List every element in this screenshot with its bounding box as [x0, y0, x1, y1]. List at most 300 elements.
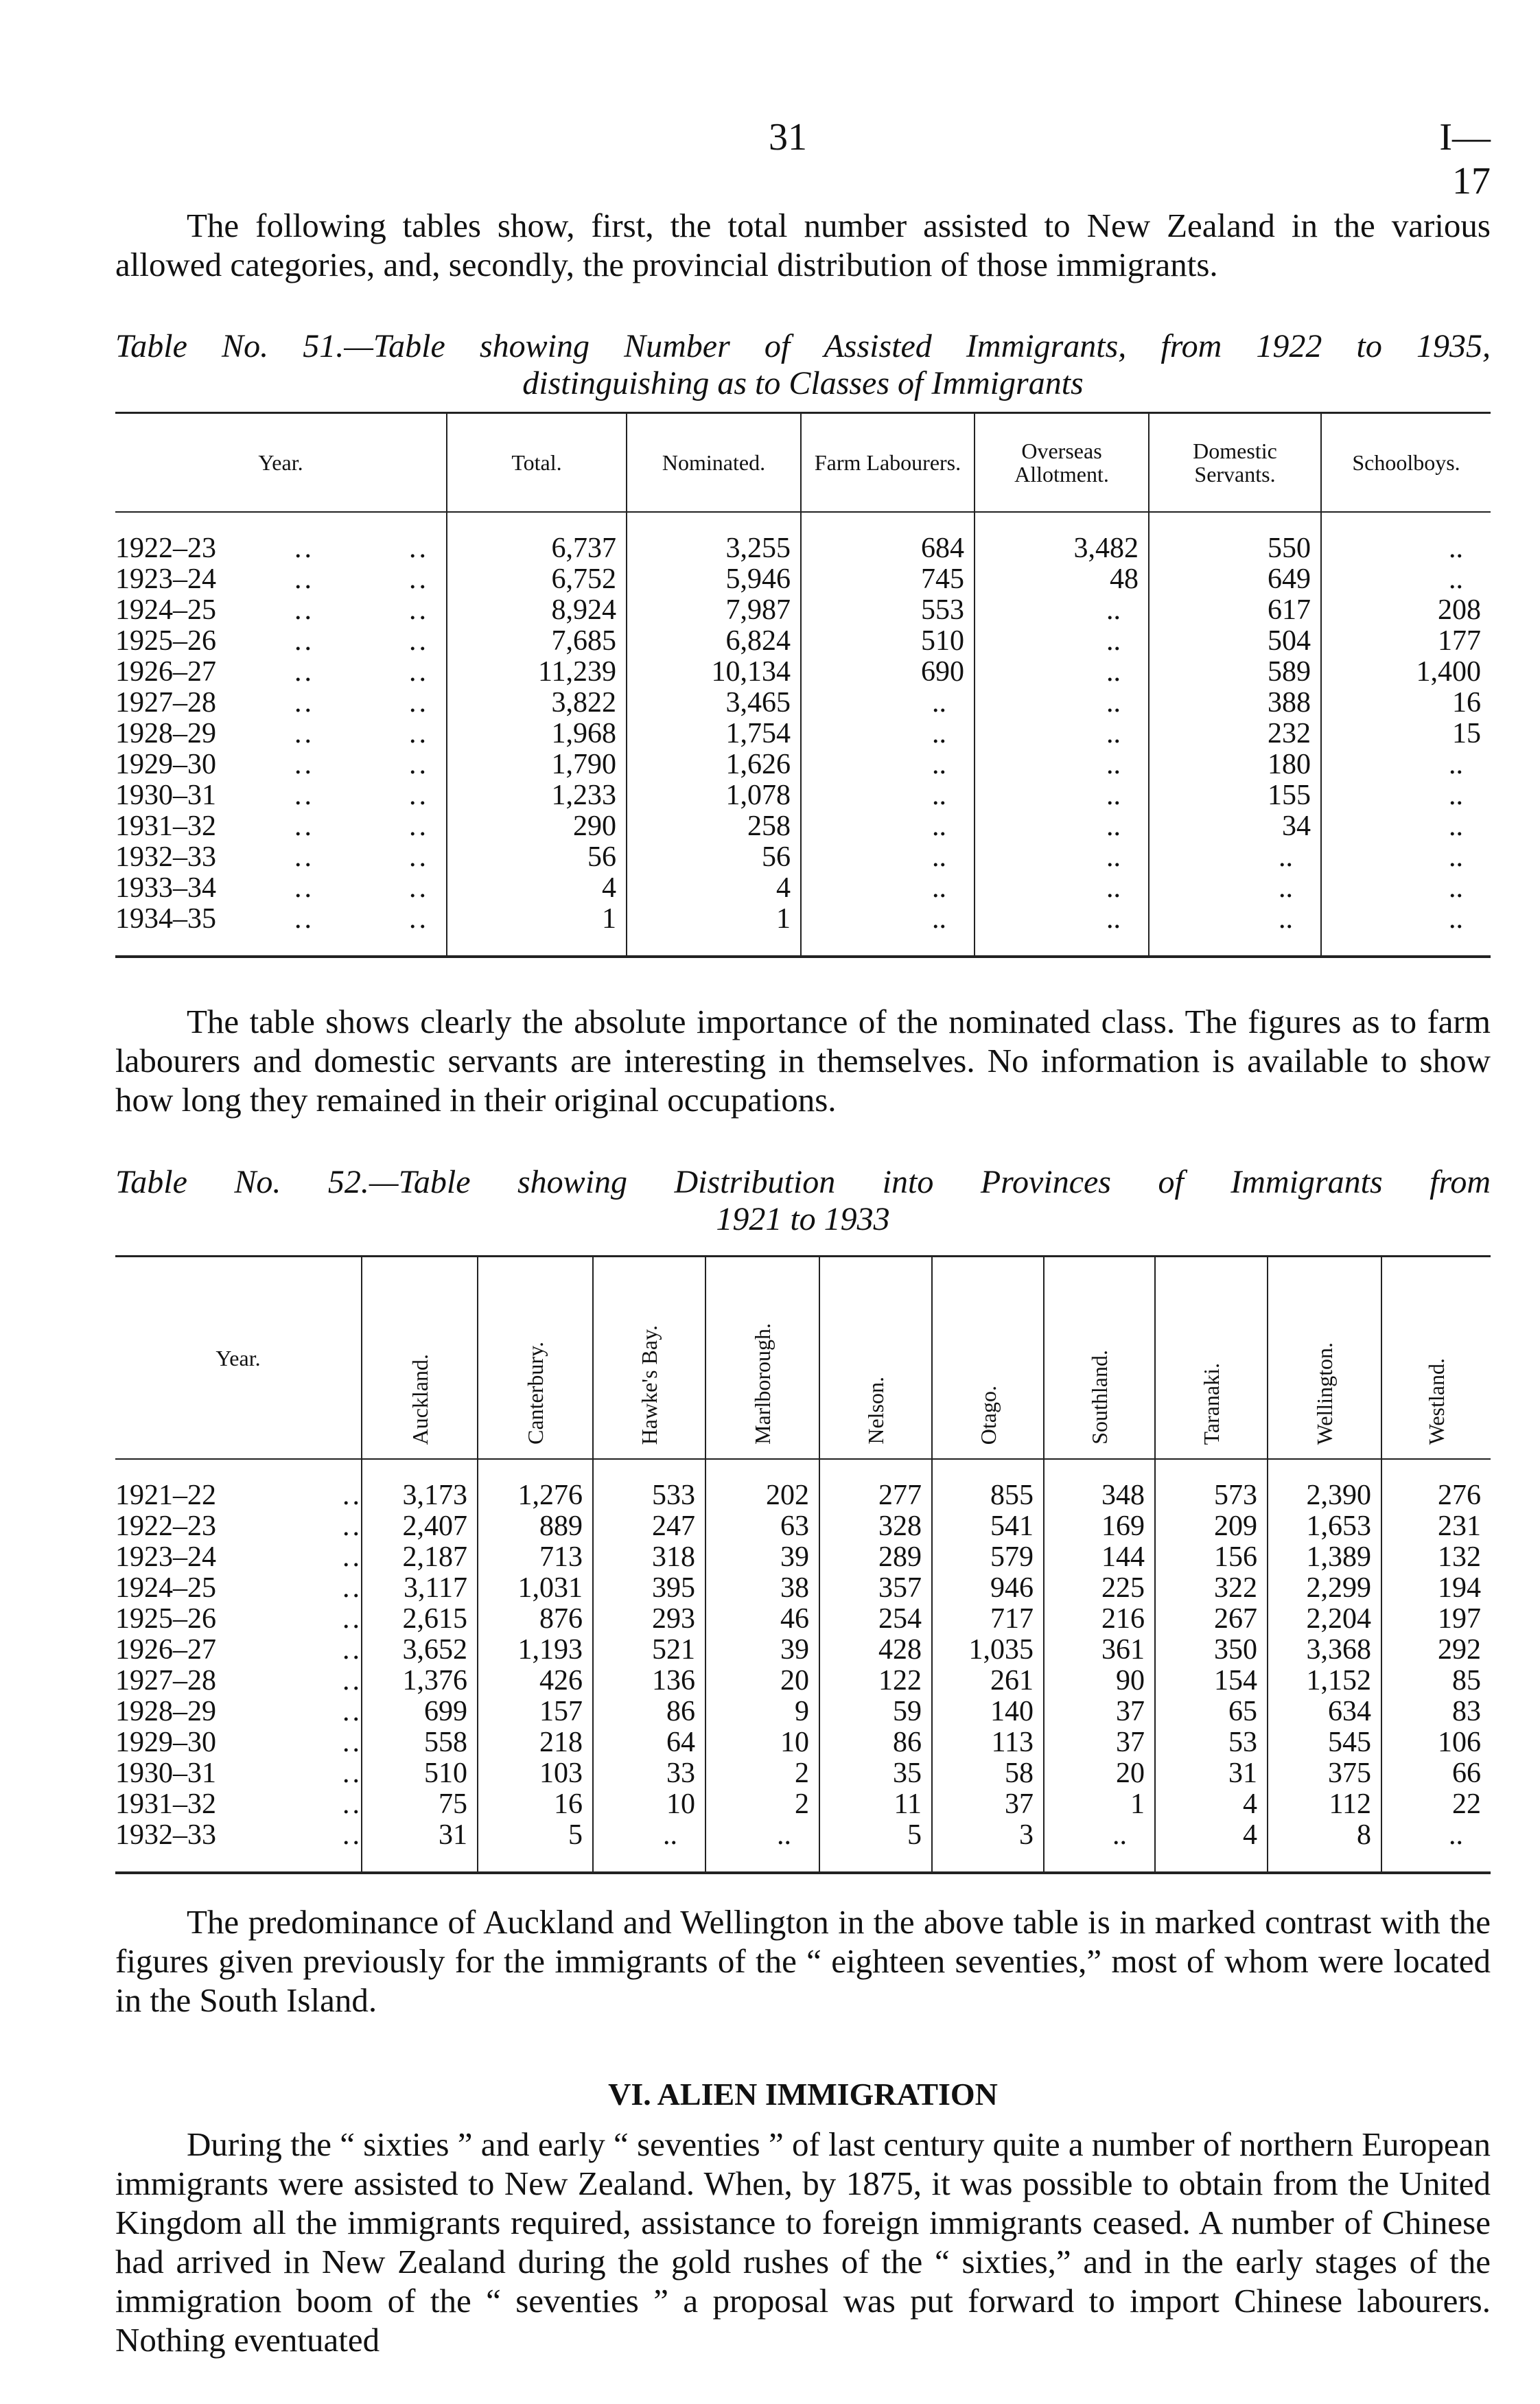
value-cell: .. — [975, 626, 1149, 657]
value-cell: .. — [975, 904, 1149, 935]
value-cell: 11 — [819, 1789, 932, 1820]
value-cell: 946 — [932, 1573, 1044, 1604]
value-cell: 690 — [801, 657, 975, 688]
value-cell: 533 — [593, 1480, 705, 1511]
spacer-row — [115, 1851, 1491, 1873]
document-reference: I—17 — [1439, 116, 1491, 202]
year-label: 1924–25 — [115, 594, 216, 626]
value-cell: 289 — [819, 1542, 932, 1573]
column-header — [819, 1257, 932, 1460]
value-cell: 3,652 — [362, 1635, 478, 1666]
value-cell: 357 — [819, 1573, 932, 1604]
value-cell: .. — [1321, 842, 1491, 873]
spacer-row — [115, 935, 1491, 957]
value-cell: .. — [801, 811, 975, 842]
year-label-wrap — [115, 1727, 380, 1758]
year-label: 1927–28 — [115, 1665, 216, 1696]
value-cell: .. — [975, 688, 1149, 719]
table-51 — [115, 412, 1491, 958]
value-cell: .. — [1321, 873, 1491, 904]
leader-dots: .. — [216, 1541, 380, 1573]
value-cell: 395 — [593, 1573, 705, 1604]
year-label: 1928–29 — [115, 1696, 216, 1727]
value-cell: 375 — [1268, 1758, 1381, 1789]
value-cell: 177 — [1321, 626, 1491, 657]
year-label-wrap — [115, 1541, 380, 1573]
value-cell: .. — [1321, 904, 1491, 935]
leader-dots: .. — [216, 1480, 380, 1511]
value-cell: 361 — [1044, 1635, 1155, 1666]
value-cell: 1,276 — [478, 1480, 593, 1511]
value-cell: 169 — [1044, 1511, 1155, 1542]
value-cell: 155 — [1149, 780, 1321, 811]
value-cell: .. — [801, 873, 975, 904]
value-cell: .. — [1044, 1820, 1155, 1851]
spacer-cell — [627, 512, 801, 533]
value-cell: 63 — [705, 1511, 819, 1542]
year-label: 1922–23 — [115, 1510, 216, 1542]
spacer-cell — [1321, 935, 1491, 957]
value-cell: 4 — [1155, 1789, 1268, 1820]
spacer-cell — [593, 1851, 705, 1873]
spacer-cell — [819, 1459, 932, 1480]
column-header: Total. — [447, 413, 627, 513]
value-cell: 2 — [705, 1789, 819, 1820]
year-label-wrap — [115, 1665, 380, 1696]
value-cell: 510 — [801, 626, 975, 657]
year-label: 1926–27 — [115, 1634, 216, 1666]
column-header-label: Marlborough. — [750, 1323, 775, 1445]
year-label-wrap — [115, 595, 446, 626]
value-cell: 1 — [447, 904, 627, 935]
year-label-wrap — [115, 626, 446, 657]
table-row — [115, 564, 1491, 595]
spacer-cell — [1149, 935, 1321, 957]
table51-caption — [115, 328, 1491, 402]
year-label: 1924–25 — [115, 1572, 216, 1604]
value-cell: 322 — [1155, 1573, 1268, 1604]
column-header — [1268, 1257, 1381, 1460]
table-row — [115, 1635, 1491, 1666]
year-label-wrap — [115, 688, 446, 719]
spacer-cell — [1381, 1459, 1491, 1480]
spacer-cell — [115, 512, 447, 533]
spacer-row — [115, 512, 1491, 533]
value-cell: 1,790 — [447, 749, 627, 780]
year-cell — [115, 533, 447, 564]
value-cell: 180 — [1149, 749, 1321, 780]
year-label-wrap — [115, 1572, 380, 1604]
value-cell: .. — [975, 749, 1149, 780]
year-label-wrap — [115, 533, 446, 564]
value-cell: 1,968 — [447, 719, 627, 749]
value-cell: .. — [801, 904, 975, 935]
year-label: 1923–24 — [115, 1541, 216, 1573]
year-cell — [115, 780, 447, 811]
value-cell: 5 — [819, 1820, 932, 1851]
value-cell: 31 — [1155, 1758, 1268, 1789]
value-cell: 33 — [593, 1758, 705, 1789]
year-label-wrap — [115, 564, 446, 595]
value-cell: .. — [975, 657, 1149, 688]
table-row — [115, 688, 1491, 719]
table-row — [115, 1511, 1491, 1542]
value-cell: 1,035 — [932, 1635, 1044, 1666]
year-label: 1933–34 — [115, 872, 216, 904]
leader-dots: .. — [216, 1788, 380, 1820]
column-header — [1381, 1257, 1491, 1460]
value-cell: 267 — [1155, 1604, 1268, 1635]
value-cell: .. — [801, 842, 975, 873]
spacer-cell — [705, 1459, 819, 1480]
leader-dots: .. — [216, 1696, 380, 1727]
table-row — [115, 1727, 1491, 1758]
leader-dots: .. .. — [294, 749, 446, 780]
value-cell: 292 — [1381, 1635, 1491, 1666]
year-label: 1926–27 — [115, 656, 216, 688]
value-cell: 9 — [705, 1696, 819, 1727]
value-cell: .. — [801, 719, 975, 749]
value-cell: 428 — [819, 1635, 932, 1666]
value-cell: 1 — [627, 904, 801, 935]
value-cell: 106 — [1381, 1727, 1491, 1758]
table-row — [115, 873, 1491, 904]
year-cell — [115, 564, 447, 595]
value-cell: .. — [801, 688, 975, 719]
spacer-cell — [1044, 1851, 1155, 1873]
table51-body — [115, 512, 1491, 957]
table-52 — [115, 1255, 1491, 1874]
value-cell: .. — [1149, 842, 1321, 873]
year-cell — [115, 1541, 380, 1573]
year-cell — [115, 873, 447, 904]
value-cell: 876 — [478, 1604, 593, 1635]
value-cell: 4 — [447, 873, 627, 904]
value-cell: 35 — [819, 1758, 932, 1789]
column-header: Year. — [115, 413, 447, 513]
year-label: 1922–23 — [115, 533, 216, 564]
intro-paragraph — [115, 206, 1491, 284]
table52-body — [115, 1459, 1491, 1873]
value-cell: .. — [801, 749, 975, 780]
table-row — [115, 719, 1491, 749]
value-cell: 10,134 — [627, 657, 801, 688]
year-label: 1927–28 — [115, 687, 216, 719]
table-row — [115, 1573, 1491, 1604]
value-cell: .. — [801, 780, 975, 811]
table-row — [115, 749, 1491, 780]
year-label: 1921–22 — [115, 1480, 216, 1511]
year-label-wrap — [115, 842, 446, 873]
year-cell — [115, 1572, 380, 1604]
value-cell: 83 — [1381, 1696, 1491, 1727]
value-cell: 1,626 — [627, 749, 801, 780]
value-cell: 7,987 — [627, 595, 801, 626]
leader-dots: .. — [216, 1603, 380, 1635]
value-cell: 232 — [1149, 719, 1321, 749]
table51-header-row — [115, 413, 1491, 513]
value-cell: 209 — [1155, 1511, 1268, 1542]
value-cell: .. — [975, 719, 1149, 749]
value-cell: 1,653 — [1268, 1511, 1381, 1542]
table-row — [115, 1789, 1491, 1820]
year-label-wrap — [115, 657, 446, 688]
value-cell: 318 — [593, 1542, 705, 1573]
value-cell: 258 — [627, 811, 801, 842]
value-cell: 6,824 — [627, 626, 801, 657]
value-cell: 1,389 — [1268, 1542, 1381, 1573]
value-cell: 348 — [1044, 1480, 1155, 1511]
column-header-label: Southland. — [1087, 1350, 1112, 1445]
spacer-cell — [801, 512, 975, 533]
column-header: Schoolboys. — [1321, 413, 1491, 513]
page-number: 31 — [769, 116, 807, 159]
spacer-cell — [362, 1851, 478, 1873]
value-cell: 350 — [1155, 1635, 1268, 1666]
leader-dots: .. — [216, 1510, 380, 1542]
leader-dots: .. .. — [294, 533, 446, 564]
value-cell: 277 — [819, 1480, 932, 1511]
spacer-cell — [975, 935, 1149, 957]
year-label-wrap — [115, 1480, 380, 1511]
year-label: 1932–33 — [115, 841, 216, 873]
value-cell: .. — [975, 780, 1149, 811]
value-cell: 589 — [1149, 657, 1321, 688]
leader-dots: .. .. — [294, 594, 446, 626]
value-cell: 8,924 — [447, 595, 627, 626]
value-cell: 634 — [1268, 1696, 1381, 1727]
year-label: 1928–29 — [115, 718, 216, 749]
year-label: 1929–30 — [115, 1727, 216, 1758]
value-cell: 225 — [1044, 1573, 1155, 1604]
spacer-cell — [1155, 1459, 1268, 1480]
table-row — [115, 657, 1491, 688]
value-cell: 20 — [1044, 1758, 1155, 1789]
value-cell: 140 — [932, 1696, 1044, 1727]
spacer-cell — [593, 1459, 705, 1480]
value-cell: 573 — [1155, 1480, 1268, 1511]
value-cell: 231 — [1381, 1511, 1491, 1542]
value-cell: 112 — [1268, 1789, 1381, 1820]
year-cell — [115, 1788, 380, 1820]
leader-dots: .. .. — [294, 841, 446, 873]
value-cell: 22 — [1381, 1789, 1491, 1820]
column-header-label: Wellington. — [1312, 1342, 1337, 1445]
value-cell: .. — [1381, 1820, 1491, 1851]
value-cell: 2,204 — [1268, 1604, 1381, 1635]
year-label: 1931–32 — [115, 810, 216, 842]
value-cell: 855 — [932, 1480, 1044, 1511]
spacer-cell — [819, 1851, 932, 1873]
table-row — [115, 904, 1491, 935]
value-cell: 550 — [1149, 533, 1321, 564]
value-cell: 553 — [801, 595, 975, 626]
column-header-label: Auckland. — [407, 1353, 432, 1445]
spacer-cell — [1321, 512, 1491, 533]
column-header: Domestic Servants. — [1149, 413, 1321, 513]
spacer-cell — [478, 1459, 593, 1480]
value-cell: 154 — [1155, 1666, 1268, 1696]
value-cell: 37 — [1044, 1727, 1155, 1758]
leader-dots: .. — [216, 1727, 380, 1758]
spacer-cell — [975, 512, 1149, 533]
table-row — [115, 595, 1491, 626]
year-cell — [115, 1819, 380, 1851]
column-header-label: Taranaki. — [1199, 1362, 1224, 1445]
leader-dots: .. .. — [294, 780, 446, 811]
spacer-cell — [447, 512, 627, 533]
value-cell: 3,255 — [627, 533, 801, 564]
spacer-cell — [932, 1459, 1044, 1480]
value-cell: .. — [1149, 873, 1321, 904]
value-cell: 56 — [447, 842, 627, 873]
table-row — [115, 780, 1491, 811]
year-cell — [115, 749, 447, 780]
value-cell: 10 — [593, 1789, 705, 1820]
value-cell: 328 — [819, 1511, 932, 1542]
value-cell: 113 — [932, 1727, 1044, 1758]
value-cell: 276 — [1381, 1480, 1491, 1511]
table-row — [115, 1542, 1491, 1573]
value-cell: 48 — [975, 564, 1149, 595]
value-cell: 1,078 — [627, 780, 801, 811]
value-cell: 3 — [932, 1820, 1044, 1851]
leader-dots: .. .. — [294, 718, 446, 749]
spacer-cell — [932, 1851, 1044, 1873]
value-cell: 6,752 — [447, 564, 627, 595]
value-cell: 2,187 — [362, 1542, 478, 1573]
value-cell: 53 — [1155, 1727, 1268, 1758]
value-cell: 3,465 — [627, 688, 801, 719]
leader-dots: .. .. — [294, 563, 446, 595]
value-cell: 3,173 — [362, 1480, 478, 1511]
value-cell: 2,615 — [362, 1604, 478, 1635]
column-header-label: Hawke's Bay. — [637, 1324, 662, 1445]
value-cell: 545 — [1268, 1727, 1381, 1758]
value-cell: 66 — [1381, 1758, 1491, 1789]
value-cell: 541 — [932, 1511, 1044, 1542]
body-text: During the “ sixties ” and early “ seventies ” of last century quite a number of northern European immigrants were assisted to New Zealand. When, by 1875, it was possible to obtain from the United Kingdom all the immigrants required, assistance to foreign immigrants ceased. A number of Chinese had arrived in New Zealand during the gold rushes of the “ sixties,” and in the early stages of the immigration boom of the “ seventies ” a proposal was put forward to import Chinese labourers. Nothing eventuated — [115, 2125, 1491, 2359]
value-cell: 1,233 — [447, 780, 627, 811]
spacer-cell — [1381, 1851, 1491, 1873]
table-row — [115, 1820, 1491, 1851]
table-row — [115, 1666, 1491, 1696]
value-cell: 7,685 — [447, 626, 627, 657]
leader-dots: .. .. — [294, 810, 446, 842]
leader-dots: .. .. — [294, 656, 446, 688]
year-cell — [115, 1603, 380, 1635]
value-cell: 2 — [705, 1758, 819, 1789]
value-cell: 521 — [593, 1635, 705, 1666]
value-cell: 510 — [362, 1758, 478, 1789]
year-label-wrap — [115, 1819, 380, 1851]
value-cell: 1,400 — [1321, 657, 1491, 688]
value-cell: 1,193 — [478, 1635, 593, 1666]
table52-commentary — [115, 1902, 1491, 2020]
leader-dots: .. — [216, 1572, 380, 1604]
year-label-wrap — [115, 719, 446, 749]
value-cell: .. — [1321, 564, 1491, 595]
column-header: Overseas Allotment. — [975, 413, 1149, 513]
value-cell: 122 — [819, 1666, 932, 1696]
table-row — [115, 1604, 1491, 1635]
value-cell: 699 — [362, 1696, 478, 1727]
value-cell: 34 — [1149, 811, 1321, 842]
year-label-wrap — [115, 1603, 380, 1635]
year-cell — [115, 626, 447, 657]
value-cell: 3,117 — [362, 1573, 478, 1604]
value-cell: 75 — [362, 1789, 478, 1820]
value-cell: 86 — [593, 1696, 705, 1727]
table51-caption-line1: Table No. 51.—Table showing Number of Assisted Immigrants, from 1922 to 1935, — [115, 328, 1491, 364]
leader-dots: .. .. — [294, 872, 446, 904]
column-header-label: Otago. — [975, 1385, 1001, 1445]
year-label: 1931–32 — [115, 1788, 216, 1820]
year-label: 1932–33 — [115, 1819, 216, 1851]
spacer-cell — [447, 935, 627, 957]
table-row — [115, 1696, 1491, 1727]
value-cell: 290 — [447, 811, 627, 842]
leader-dots: .. — [216, 1665, 380, 1696]
value-cell: .. — [705, 1820, 819, 1851]
year-label-wrap — [115, 1788, 380, 1820]
alien-immigration-paragraph — [115, 2125, 1491, 2359]
year-label-wrap — [115, 1510, 380, 1542]
year-label-wrap — [115, 1758, 380, 1789]
value-cell: 684 — [801, 533, 975, 564]
column-header: Nominated. — [627, 413, 801, 513]
value-cell: 11,239 — [447, 657, 627, 688]
year-label: 1930–31 — [115, 780, 216, 811]
value-cell: 8 — [1268, 1820, 1381, 1851]
year-label-wrap — [115, 811, 446, 842]
value-cell: 1,031 — [478, 1573, 593, 1604]
column-header: Year. — [115, 1257, 362, 1460]
value-cell: 2,407 — [362, 1511, 478, 1542]
table-row — [115, 626, 1491, 657]
value-cell: 649 — [1149, 564, 1321, 595]
table51-commentary — [115, 1002, 1491, 1119]
year-label: 1929–30 — [115, 749, 216, 780]
column-header — [932, 1257, 1044, 1460]
value-cell: 745 — [801, 564, 975, 595]
value-cell: 1 — [1044, 1789, 1155, 1820]
value-cell: 218 — [478, 1727, 593, 1758]
value-cell: 216 — [1044, 1604, 1155, 1635]
value-cell: 713 — [478, 1542, 593, 1573]
value-cell: 426 — [478, 1666, 593, 1696]
spacer-cell — [115, 1851, 362, 1873]
value-cell: .. — [975, 595, 1149, 626]
table52-caption-line2: 1921 to 1933 — [716, 1201, 890, 1237]
leader-dots: .. — [216, 1758, 380, 1789]
year-cell — [115, 1727, 380, 1758]
year-cell — [115, 1634, 380, 1666]
year-label-wrap — [115, 1634, 380, 1666]
section-heading: VI. ALIEN IMMIGRATION — [608, 2077, 998, 2112]
year-cell — [115, 1665, 380, 1696]
year-cell — [115, 1758, 380, 1789]
table-row — [115, 533, 1491, 564]
value-cell: 3,822 — [447, 688, 627, 719]
year-label: 1934–35 — [115, 903, 216, 935]
spacer-cell — [115, 1459, 362, 1480]
column-header — [362, 1257, 478, 1460]
table52-header-row — [115, 1257, 1491, 1460]
value-cell: .. — [1321, 533, 1491, 564]
column-header — [1155, 1257, 1268, 1460]
year-cell — [115, 1510, 380, 1542]
